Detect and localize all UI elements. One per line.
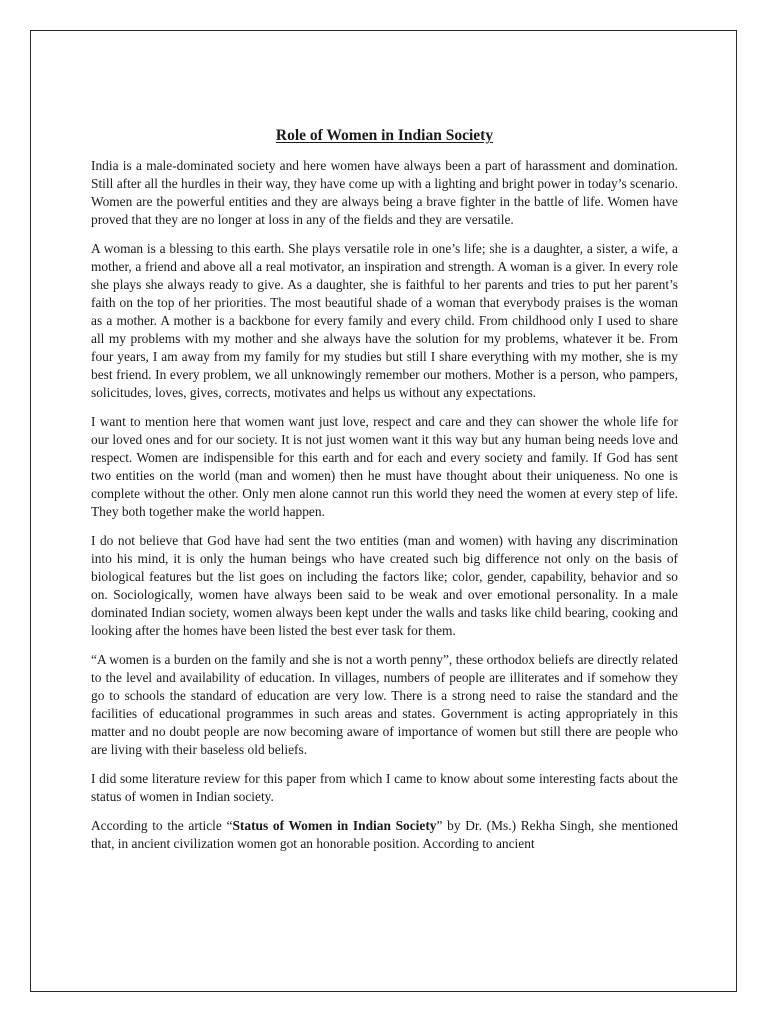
paragraph-woman-blessing: A woman is a blessing to this earth. She plays versatile role in one’s life; she is a daughter, a sister, a wife, a mother, a friend and above all a real motivator, an inspiration and strength. A woman is a giver. In every role she plays she always ready to give. As a daughter, she is faithful to her parents and tries to put her parent’s faith on the top of her priorities. The most beautiful shade of a woman that everybody praises is the woman as a mother. A mother is a backbone for every family and every child. From childhood only I used to share all my problems with my mother and she always have the solution for my problems, whatever it be. From four years, I am away from my family for my studies but still I share everything with my mother, she is my best friend. In every problem, we all unknowingly remember our mothers. Mother is a person, who pampers, solicitudes, loves, gives, corrects, motivates and helps us without any expectations. <box>91 241 678 400</box>
paragraph-education: “A women is a burden on the family and she is not a worth penny”, these orthodox beliefs are directly related to the level and availability of education. In villages, numbers of people are illiterates and if somehow they go to schools the standard of education are very low. There is a strong need to raise the standard and the facilities of educational programmes in such areas and states. Government is acting appropriately in this matter and no doubt people are now becoming aware of importance of women but still there are people who are living with their baseless old beliefs. <box>91 652 678 757</box>
paragraph-article-citation <box>91 817 678 853</box>
document-title: Role of Women in Indian Society <box>275 127 494 144</box>
citation-prefix: According to the article “ <box>91 818 233 833</box>
paragraph-love-respect: I want to mention here that women want just love, respect and care and they can shower the whole life for our loved ones and for our society. It is not just women want it this way but any human being needs love and respect. Women are indispensible for this earth and for each and every society and family. If God has sent two entities on the world (man and women) then he must have thought about their uniqueness. No one is complete without the other. Only men alone cannot run this world they need the women at every step of life. They both together make the world happen. <box>91 414 678 519</box>
citation-suffix: ” by Dr. (Ms.) Rekha Singh, she mentioned that, in ancient civilization women got an honorable position. According to ancient <box>91 818 678 851</box>
paragraph-literature-review: I did some literature review for this paper from which I came to know about some interesting facts about the status of women in Indian society. <box>91 771 678 804</box>
paragraph-intro: India is a male-dominated society and here women have always been a part of harassment and domination. Still after all the hurdles in their way, they have come up with a lighting and bright power in today’s scenario. Women are the powerful entities and they are always being a brave fighter in the battle of life. Women have proved that they are no longer at loss in any of the fields and they are versatile. <box>91 158 678 227</box>
cited-article-title: Status of Women in Indian Society <box>232 818 437 833</box>
paragraph-discrimination: I do not believe that God have had sent the two entities (man and women) with having any discrimination into his mind, it is only the human beings who have created such big difference not only on the basis of biological features but the list goes on including the factors like; color, gender, capability, behavior and so on. Sociologically, women have always been said to be weak and over emotional personality. In a male dominated Indian society, women always been kept under the walls and tasks like child bearing, cooking and looking after the homes have been listed the best ever task for them. <box>91 533 678 638</box>
document-page <box>30 30 737 992</box>
document-body <box>91 61 678 853</box>
